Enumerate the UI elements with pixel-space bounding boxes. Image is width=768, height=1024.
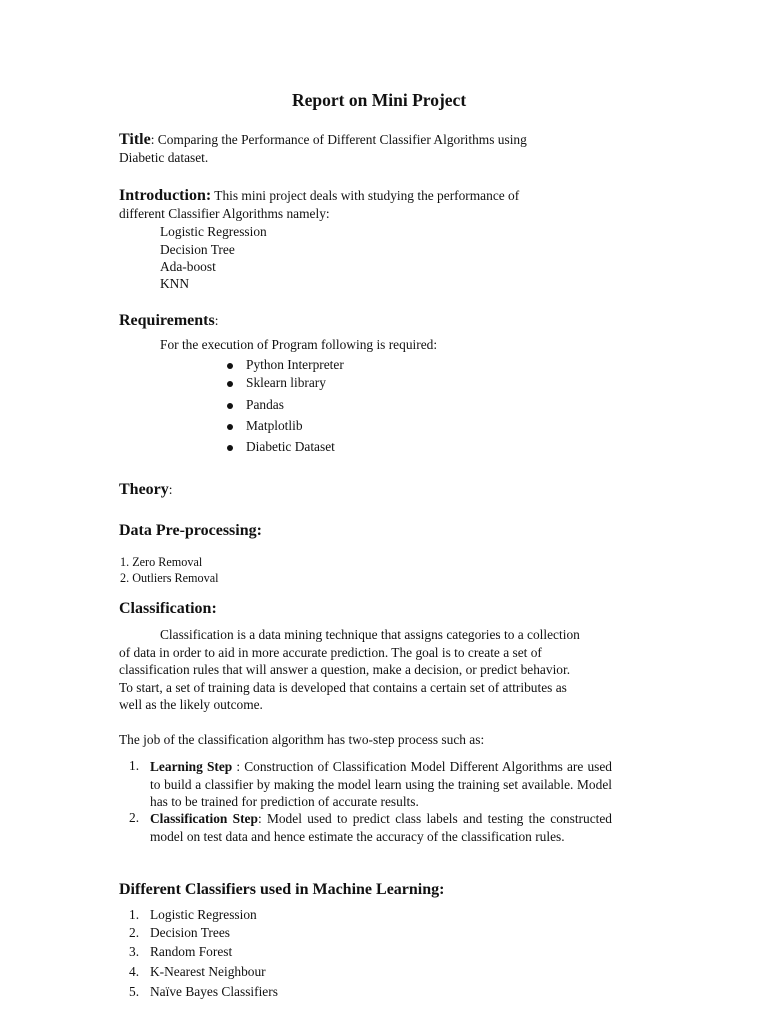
theory-heading: [119, 481, 173, 499]
intro-line-1: [119, 187, 519, 205]
title-line-1: [119, 131, 527, 149]
classification-para-line: classification rules that will answer a question, make a decision, or predict behavior.: [119, 662, 571, 677]
intro-item: KNN: [160, 276, 190, 291]
classifier-number: 5.: [129, 984, 140, 999]
title-line-2: Diabetic dataset.: [119, 150, 209, 165]
title-text: : Comparing the Performance of Different Classifier Algorithms using: [150, 132, 527, 147]
step-number: 2.: [129, 810, 140, 825]
bullet-icon: [227, 363, 233, 369]
classification-heading: Classification:: [119, 600, 217, 617]
job-text: The job of the classification algorithm has two-step process such as:: [119, 732, 485, 747]
bullet-icon: [227, 381, 233, 387]
req-list-item: Pandas: [227, 397, 284, 413]
page-title: Report on Mini Project: [292, 90, 467, 110]
classifier-item: K-Nearest Neighbour: [150, 964, 266, 979]
preprocessing-heading: Data Pre-processing:: [119, 522, 262, 539]
requirements-colon: :: [214, 313, 219, 328]
step-item: [150, 758, 612, 811]
classifier-number: 1.: [129, 907, 140, 922]
classification-para-line: well as the likely outcome.: [119, 697, 263, 712]
intro-text: This mini project deals with studying the performance of: [211, 188, 520, 203]
classifier-number: 3.: [129, 944, 140, 959]
theory-label: Theory: [119, 481, 169, 498]
classifier-item: Naïve Bayes Classifiers: [150, 984, 278, 999]
requirements-heading: [119, 312, 218, 330]
intro-label: Introduction:: [119, 187, 212, 204]
req-list-item: Python Interpreter: [227, 357, 344, 373]
req-list-item: Sklearn library: [227, 375, 326, 391]
step-title: Learning Step: [150, 759, 233, 774]
intro-item: Ada-boost: [160, 259, 216, 274]
step-item: [150, 810, 612, 845]
bullet-icon: [227, 424, 233, 430]
classification-para-line: Classification is a data mining technique that assigns categories to a collection: [160, 627, 580, 642]
step-number: 1.: [129, 758, 140, 773]
bullet-icon: [227, 445, 233, 451]
theory-colon: :: [168, 482, 173, 497]
title-label: Title: [119, 131, 151, 148]
classifiers-heading: Different Classifiers used in Machine Learning:: [119, 881, 445, 898]
requirements-text: For the execution of Program following is required:: [160, 337, 438, 352]
intro-item: Decision Tree: [160, 242, 235, 257]
preprocessing-item: 1. Zero Removal: [120, 555, 203, 569]
classification-para-line: of data in order to aid in more accurate prediction. The goal is to create a set of: [119, 645, 542, 660]
classifier-number: 4.: [129, 964, 140, 979]
step-title: Classification Step: [150, 811, 258, 826]
requirements-label: Requirements: [119, 312, 215, 329]
classifier-item: Random Forest: [150, 944, 233, 959]
step-text: : Model used to predict class labels and testing the constructed model on test data and hence estimate the accuracy of the classification rules.: [150, 811, 612, 844]
classifier-item: Logistic Regression: [150, 907, 257, 922]
bullet-icon: [227, 403, 233, 409]
step-text: : Construction of Classification Model Different Algorithms are used to build a classifier by making the model learn using the training set available. Model has to be trained for prediction of accurate results.: [150, 759, 612, 809]
classification-para-line: To start, a set of training data is developed that contains a certain set of attributes as: [119, 680, 567, 695]
intro-item: Logistic Regression: [160, 224, 267, 239]
req-list-item: Diabetic Dataset: [227, 439, 335, 455]
req-list-item: Matplotlib: [227, 418, 303, 434]
classifier-item: Decision Trees: [150, 925, 230, 940]
classifier-number: 2.: [129, 925, 140, 940]
preprocessing-item: 2. Outliers Removal: [120, 571, 219, 585]
intro-line-2: different Classifier Algorithms namely:: [119, 206, 330, 221]
